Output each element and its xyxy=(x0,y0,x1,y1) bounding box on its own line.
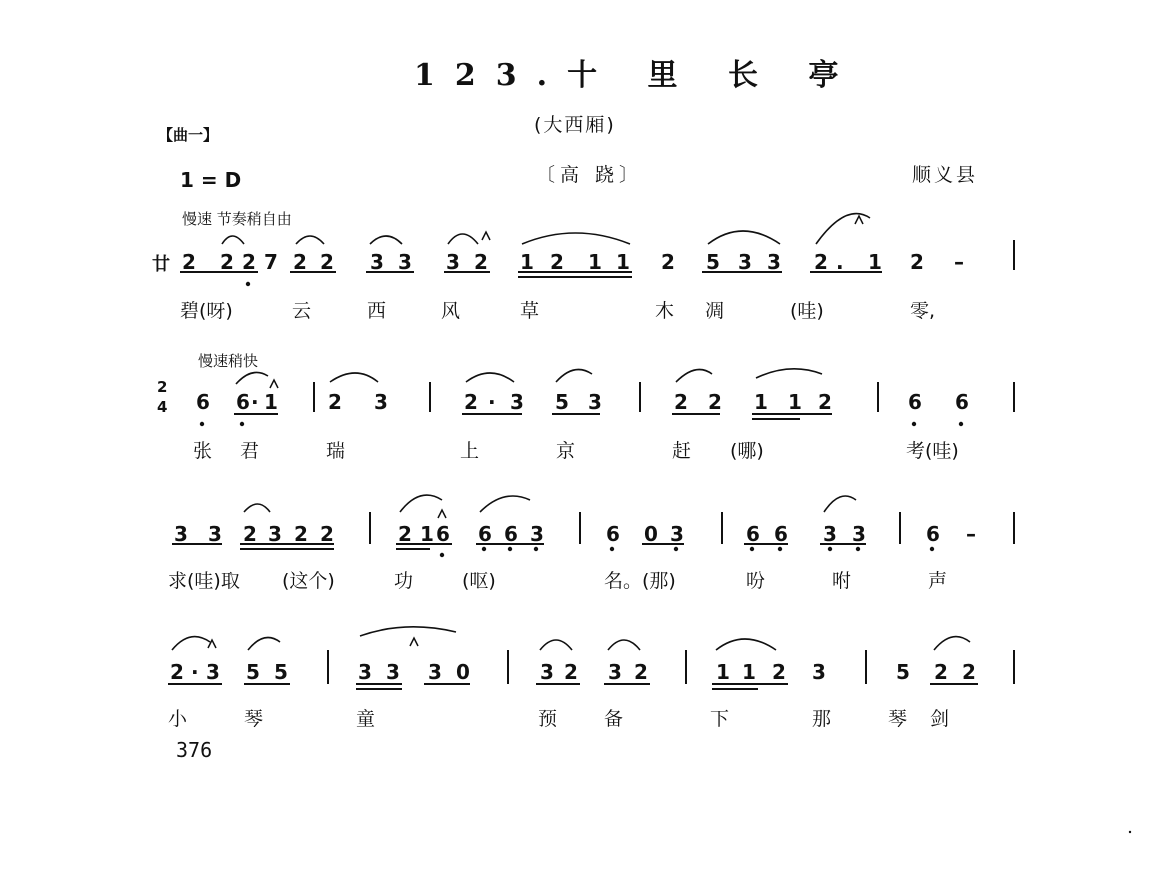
lyric: 那 xyxy=(812,708,832,730)
note: 1 xyxy=(520,250,534,274)
octave-dot xyxy=(482,547,486,551)
note: 2 xyxy=(818,390,832,414)
slur xyxy=(236,372,268,384)
slur xyxy=(466,373,514,382)
accent-mark xyxy=(270,380,278,388)
note: 2 xyxy=(182,250,196,274)
note: 6 xyxy=(606,522,620,546)
note: 5 xyxy=(706,250,720,274)
slur xyxy=(756,369,822,378)
lyric: 瑞 xyxy=(326,440,346,462)
note: 6 xyxy=(436,522,450,546)
slur xyxy=(522,233,630,244)
note: 2 xyxy=(634,660,648,684)
note: 1 xyxy=(616,250,630,274)
lyric: 风 xyxy=(441,300,461,322)
lyric: 西 xyxy=(367,300,387,322)
note: 3 xyxy=(370,250,384,274)
song-subtitle: (大西厢) xyxy=(534,114,616,136)
note: 3 xyxy=(852,522,866,546)
slur xyxy=(676,370,712,383)
note: 3 xyxy=(374,390,388,414)
slur xyxy=(296,236,324,244)
lyric: 凋 xyxy=(705,300,725,322)
slur xyxy=(556,370,592,383)
note: 2 xyxy=(320,522,334,546)
note: 2 xyxy=(320,250,334,274)
accent-mark xyxy=(438,510,446,518)
note: 5 xyxy=(896,660,910,684)
lyric: 小 xyxy=(168,708,188,730)
note: 6 xyxy=(746,522,760,546)
slur xyxy=(400,495,442,512)
tempo-line-1: 慢速 节奏稍自由 xyxy=(182,210,292,228)
note: 2 xyxy=(243,522,257,546)
lyric: 咐 xyxy=(832,570,852,592)
slur xyxy=(480,496,530,512)
note: 0 xyxy=(644,522,658,546)
lyric: 君 xyxy=(240,440,260,462)
accent-mark xyxy=(855,216,863,224)
note: 1 xyxy=(716,660,730,684)
note: 3 xyxy=(823,522,837,546)
slur xyxy=(330,373,378,382)
lyric: 琴 xyxy=(244,708,264,730)
lyric: 京 xyxy=(556,440,576,462)
note: 6 xyxy=(196,390,210,414)
octave-dot xyxy=(610,547,614,551)
note: 6 xyxy=(926,522,940,546)
note: . xyxy=(836,250,844,274)
note: 2 xyxy=(708,390,722,414)
octave-dot xyxy=(912,422,916,426)
note: 6 xyxy=(478,522,492,546)
note: 2 xyxy=(242,250,256,274)
note: 5 xyxy=(555,390,569,414)
note: 2 xyxy=(220,250,234,274)
note: 6 xyxy=(774,522,788,546)
note: 3 xyxy=(530,522,544,546)
octave-dot xyxy=(200,422,204,426)
octave-dot xyxy=(778,547,782,551)
note: 2 xyxy=(550,250,564,274)
lyric: 求(哇)取 xyxy=(168,570,240,592)
lyric: 云 xyxy=(292,300,312,322)
accent-mark xyxy=(482,232,490,240)
note: 2 xyxy=(294,522,308,546)
place-label: 顺义县 xyxy=(912,164,979,186)
lyric: (哪) xyxy=(730,440,764,462)
note: 2 xyxy=(328,390,342,414)
octave-dot xyxy=(856,547,860,551)
note: 5 xyxy=(246,660,260,684)
lyric: 草 xyxy=(520,300,540,322)
note: · xyxy=(488,390,496,414)
slur xyxy=(248,638,280,651)
slur xyxy=(172,637,210,650)
note: 2 xyxy=(772,660,786,684)
octave-dot xyxy=(674,547,678,551)
note: 6 xyxy=(504,522,518,546)
slur xyxy=(244,504,270,512)
lyric: 零, xyxy=(910,300,936,322)
note: 1 xyxy=(420,522,434,546)
note: · xyxy=(251,390,259,414)
slur xyxy=(370,236,402,244)
note: 3 xyxy=(588,390,602,414)
note: 3 xyxy=(358,660,372,684)
time-signature-bottom: 4 xyxy=(157,398,168,416)
note: 2 xyxy=(962,660,976,684)
octave-dot xyxy=(440,553,444,557)
note: 2 xyxy=(464,390,478,414)
note: 3 xyxy=(446,250,460,274)
slur xyxy=(816,214,870,244)
lyric: 赶 xyxy=(672,440,692,462)
note: 5 xyxy=(274,660,288,684)
note: 3 xyxy=(670,522,684,546)
slur xyxy=(448,234,478,244)
note: 2 xyxy=(674,390,688,414)
note: 3 xyxy=(540,660,554,684)
note: 3 xyxy=(812,660,826,684)
note: 2 xyxy=(934,660,948,684)
note: 6 xyxy=(955,390,969,414)
lyric: (呕) xyxy=(462,570,496,592)
note: 2 xyxy=(564,660,578,684)
slur xyxy=(708,231,780,244)
lyric: 名。(那) xyxy=(604,570,676,592)
lyric: 碧(呀) xyxy=(180,300,233,322)
note: – xyxy=(966,522,976,546)
lyric: 童 xyxy=(356,708,376,730)
octave-dot xyxy=(240,422,244,426)
note: 7 xyxy=(264,250,278,274)
note: 3 xyxy=(174,522,188,546)
lyric: 木 xyxy=(655,300,675,322)
note: 3 xyxy=(386,660,400,684)
lyric: (哇) xyxy=(790,300,824,322)
note: 2 xyxy=(661,250,675,274)
note: 3 xyxy=(208,522,222,546)
note: · xyxy=(191,660,199,684)
octave-dot xyxy=(508,547,512,551)
lyric: 预 xyxy=(538,708,558,730)
slur xyxy=(540,640,572,650)
slur xyxy=(934,637,970,650)
note: 3 xyxy=(428,660,442,684)
octave-dot xyxy=(828,547,832,551)
lyric: 下 xyxy=(710,708,730,730)
lyric: 上 xyxy=(460,440,480,462)
note: 2 xyxy=(293,250,307,274)
note: 6 xyxy=(236,390,250,414)
time-signature-top: 2 xyxy=(157,378,168,396)
note: 3 xyxy=(510,390,524,414)
lyric: 张 xyxy=(193,440,213,462)
scan-speck xyxy=(1129,831,1131,833)
key-signature: 1 = D xyxy=(180,168,242,192)
page-number: 376 xyxy=(176,738,213,762)
note: 1 xyxy=(788,390,802,414)
note: 3 xyxy=(206,660,220,684)
note: 1 xyxy=(264,390,278,414)
note: 0 xyxy=(456,660,470,684)
tempo-line-2: 慢速稍快 xyxy=(198,352,259,370)
octave-dot xyxy=(750,547,754,551)
octave-dot xyxy=(930,547,934,551)
banshi-label: 〔高 跷〕 xyxy=(536,164,644,186)
note: 1 xyxy=(742,660,756,684)
lyric: 考(哇) xyxy=(906,440,959,462)
note: 1 xyxy=(868,250,882,274)
lyric: 琴 xyxy=(888,708,908,730)
slur xyxy=(608,640,640,650)
note: 1 xyxy=(588,250,602,274)
lyric: 剑 xyxy=(930,708,950,730)
note: 3 xyxy=(268,522,282,546)
slur xyxy=(716,639,776,650)
note: 2 xyxy=(170,660,184,684)
octave-dot xyxy=(246,282,250,286)
note: 2 xyxy=(814,250,828,274)
lyric: 功 xyxy=(394,570,414,592)
octave-dot xyxy=(959,422,963,426)
slur xyxy=(824,496,856,512)
note: 3 xyxy=(767,250,781,274)
accent-mark xyxy=(410,638,418,646)
note: 1 xyxy=(754,390,768,414)
note: – xyxy=(954,250,964,274)
slur xyxy=(360,627,456,636)
song-title: 123.十 里 长 亭 xyxy=(414,58,859,93)
octave-dot xyxy=(534,547,538,551)
note: 2 xyxy=(398,522,412,546)
lyric: 声 xyxy=(928,570,948,592)
lyric: 备 xyxy=(604,708,624,730)
note: 6 xyxy=(908,390,922,414)
lyric: (这个) xyxy=(282,570,335,592)
note: 2 xyxy=(910,250,924,274)
lyric: 吩 xyxy=(746,570,766,592)
note: 2 xyxy=(474,250,488,274)
note: 3 xyxy=(398,250,412,274)
section-label: 【曲一】 xyxy=(158,126,219,144)
note: 3 xyxy=(608,660,622,684)
slur xyxy=(222,236,244,244)
free-meter-sign: 廿 xyxy=(152,254,170,275)
note: 3 xyxy=(738,250,752,274)
